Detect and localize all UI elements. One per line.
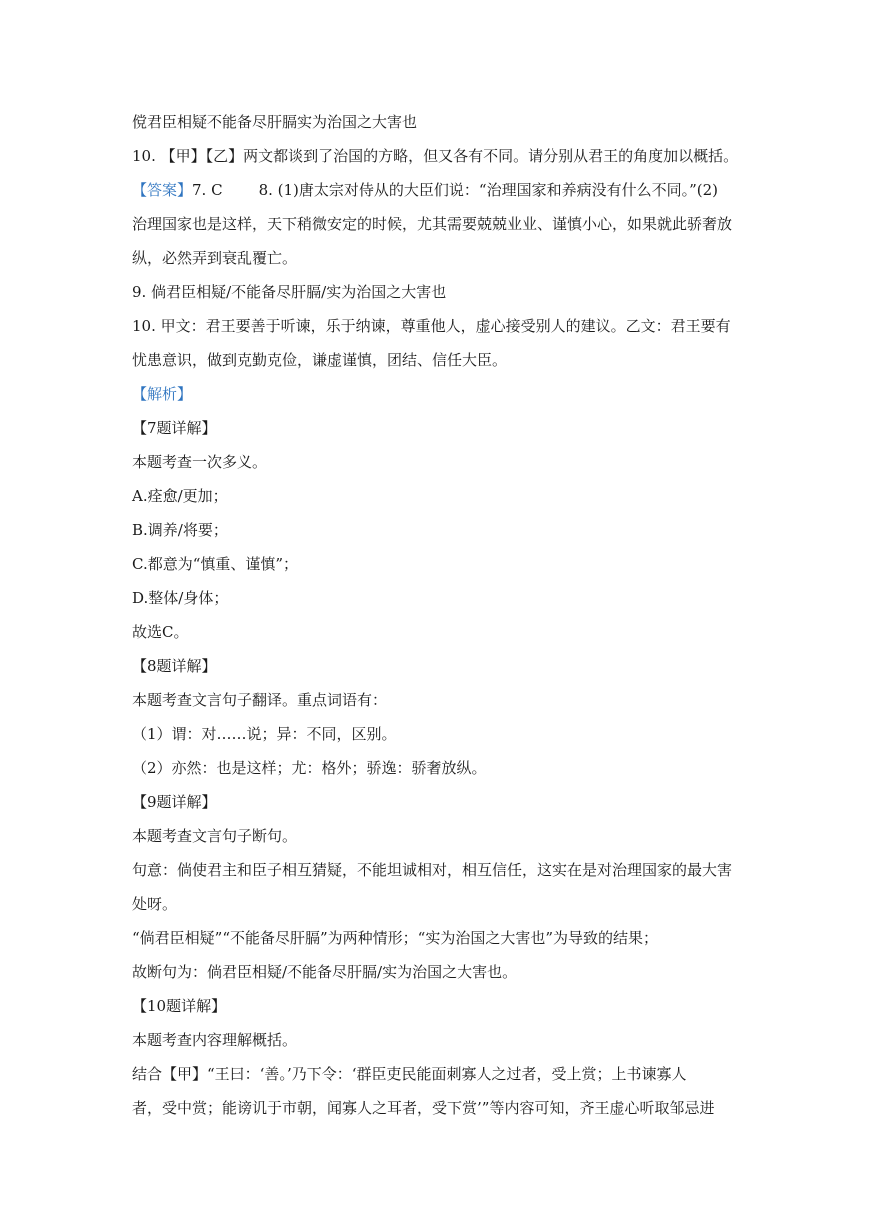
question-10: 10. 【甲】【乙】两文都谈到了治国的方略，但又各有不同。请分别从君王的角度加以概括。 (132, 147, 739, 165)
answer-10: 10. 甲文：君王要善于听谏，乐于纳谏，尊重他人，虚心接受别人的建议。乙文：君王要有 (132, 317, 731, 335)
option-b: B.调养/将要； (132, 521, 228, 539)
text-line-25: “倘君臣相疑”“不能备尽肝膈”为两种情形；“实为治国之大害也”为导致的结果； (132, 929, 659, 947)
text-line-28: 本题考查内容理解概括。 (132, 1031, 298, 1049)
answer-line (132, 180, 742, 200)
text-line-29: 结合【甲】“王曰：‘善。’乃下令：‘群臣吏民能面刺寡人之过者，受上赏；上书谏寡人 (132, 1065, 687, 1083)
text-line-19: （1）谓：对……说；异：不同，区别。 (132, 725, 397, 743)
option-d: D.整体/身体； (132, 589, 229, 607)
section-8-heading: 【8题详解】 (132, 657, 217, 675)
answer-9: 9. 倘君臣相疑/不能备尽肝膈/实为治国之大害也 (132, 283, 447, 301)
section-10-heading: 【10题详解】 (132, 997, 227, 1015)
text-line-4: 治理国家也是这样，天下稍微安定的时候，尤其需要兢兢业业、谨慎小心，如果就此骄奢放 (132, 215, 733, 233)
text-line-18: 本题考查文言句子翻译。重点词语有： (132, 691, 388, 709)
text-line-5: 纵，必然弄到衰乱覆亡。 (132, 249, 298, 267)
answer-tag: 【答案】 (132, 181, 193, 199)
text-line-1: 傥君臣相疑不能备尽肝膈实为治国之大害也 (132, 113, 418, 131)
text-line-22: 本题考查文言句子断句。 (132, 827, 298, 845)
answer-7: 7. C (192, 181, 223, 199)
text-line-16: 故选C。 (132, 623, 189, 641)
analysis-heading: 【解析】 (132, 385, 193, 403)
option-c: C.都意为“慎重、谨慎”； (132, 555, 299, 573)
section-7-heading: 【7题详解】 (132, 419, 217, 437)
text-line-26: 故断句为：倘君臣相疑/不能备尽肝膈/实为治国之大害也。 (132, 963, 518, 981)
text-line-23: 句意：倘使君主和臣子相互猜疑，不能坦诚相对，相互信任，这实在是对治理国家的最大害 (132, 861, 733, 879)
text-line-30: 者，受中赏；能谤讥于市朝，闻寡人之耳者，受下赏’”等内容可知，齐王虚心听取邹忌进 (132, 1099, 715, 1117)
text-line-11: 本题考查一次多义。 (132, 453, 268, 471)
text-line-8: 忧患意识，做到克勤克俭，谦虚谨慎，团结、信任大臣。 (132, 351, 508, 369)
option-a: A.痊愈/更加； (132, 487, 228, 505)
section-9-heading: 【9题详解】 (132, 793, 217, 811)
text-line-20: （2）亦然：也是这样；尤：格外；骄逸：骄奢放纵。 (132, 759, 487, 777)
answer-8: 8. (1)唐太宗对侍从的大臣们说：“治理国家和养病没有什么不同。”(2) (258, 181, 718, 199)
text-line-24: 处呀。 (132, 895, 178, 913)
